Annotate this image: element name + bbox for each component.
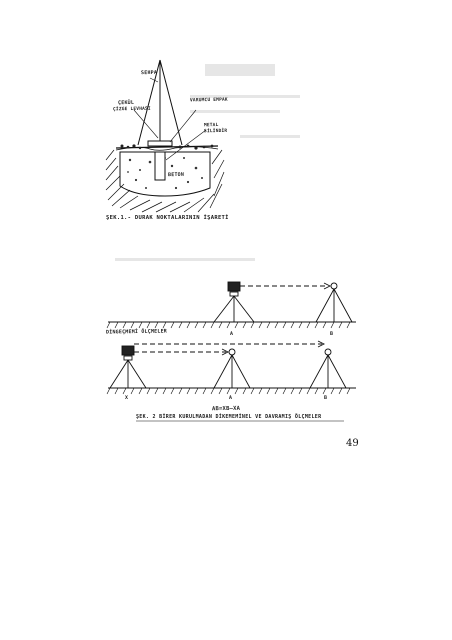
page-number: 49	[346, 438, 359, 449]
figure-1-caption: ŞEK.1.- DURAK NOKTALARININ İŞARETİ	[106, 215, 229, 221]
label-equation: AB=XB–XA	[211, 405, 241, 413]
label-point-a-top: A	[229, 330, 234, 338]
label-bolt: VARUMCU EMPAK	[189, 97, 228, 104]
label-point-x: X	[124, 394, 129, 402]
lower-target-b	[310, 349, 346, 388]
show-through-text	[112, 64, 300, 261]
label-plate: ÇİZGE LEVHASI	[112, 106, 151, 113]
label-concrete: BETON	[167, 171, 185, 179]
label-cylinder: METAL SİLİNDİR	[203, 123, 228, 135]
upper-target-b	[316, 283, 352, 322]
lower-target-a	[214, 349, 250, 388]
upper-ground-hatch	[107, 322, 350, 328]
figure-2-title: DİNGEÇMEMİ ÖLÇMELER	[105, 328, 168, 336]
label-point-a: A	[228, 394, 233, 402]
lower-ground-hatch	[107, 388, 350, 394]
label-point-b: B	[323, 394, 328, 402]
lower-instrument-x	[110, 346, 146, 388]
label-tripod: SEHPA	[140, 69, 158, 77]
figure-2-caption: ŞEK. 2 BİRER KURULMADAN DİKEMEMİNEL VE DAVRAMIŞ ÖLÇMELER	[136, 414, 322, 420]
figure-1-survey-mark	[106, 60, 224, 212]
label-point-b-top: B	[329, 330, 334, 338]
label-plumb: ÇEKÜL	[117, 99, 135, 107]
upper-instrument-a	[214, 282, 254, 322]
